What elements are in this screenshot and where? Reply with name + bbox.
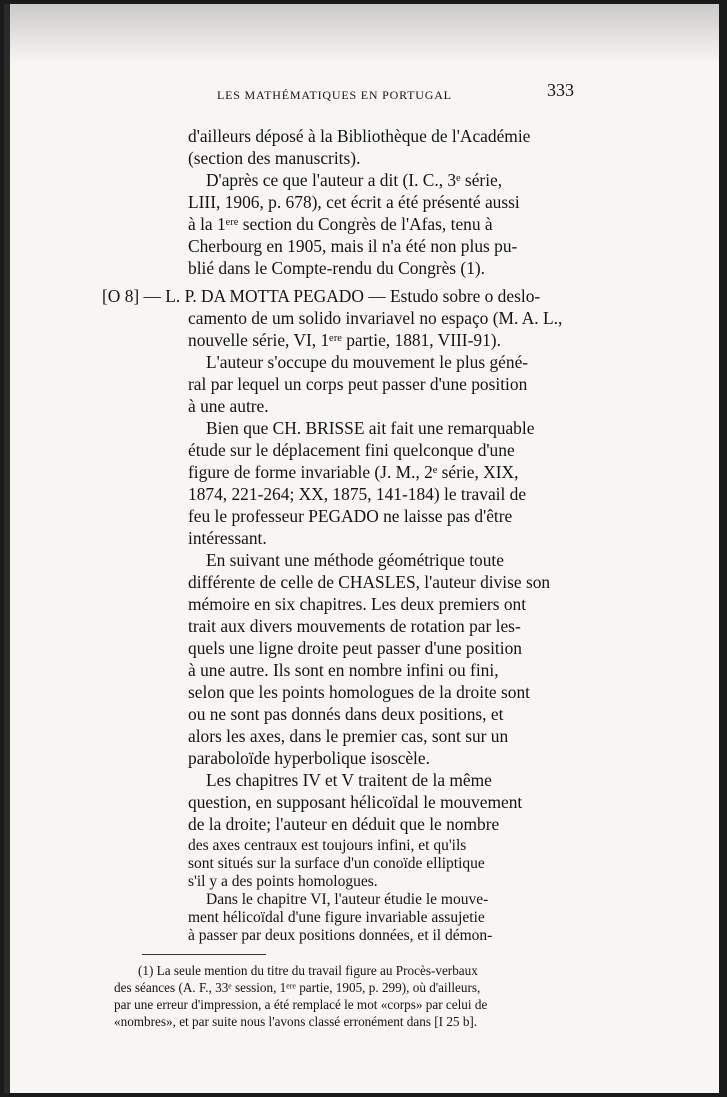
body-line: quels une ligne droite peut passer d'une position [188, 638, 522, 658]
scan-shadow [4, 4, 719, 64]
body-line: (section des manuscrits). [188, 148, 361, 168]
footnote-line: des séances (A. F., 33ᵉ session, 1ᵉʳᵉ partie, 1905, p. 299), où d'ailleurs, [114, 980, 481, 995]
body-line: à passer par deux positions données, et il démon- [188, 927, 493, 944]
body-line: intéressant. [188, 528, 267, 548]
body-line: d'ailleurs déposé à la Bibliothèque de l'Académie [188, 126, 531, 146]
body-line: Cherbourg en 1905, mais il n'a été non plus pu- [188, 236, 518, 256]
body-line: des axes centraux est toujours infini, et qu'ils [188, 837, 467, 854]
body-line: ment hélicoïdal d'une figure invariable assujetie [188, 909, 485, 926]
footnote-line: «nombres», et par suite nous l'avons classé erronément dans [I 25 b]. [114, 1014, 478, 1029]
body-line: camento de um solido invariavel no espaço (M. A. L., [188, 308, 563, 328]
body-line: selon que les points homologues de la droite sont [188, 682, 530, 702]
body-line: paraboloïde hyperbolique isoscèle. [188, 748, 430, 768]
page [4, 4, 719, 1093]
scan-edge [4, 4, 10, 1093]
body-line: ou ne sont pas donnés dans deux positions, et [188, 704, 504, 724]
body-line: Bien que CH. BRISSE ait fait une remarquable [206, 418, 535, 438]
body-line: étude sur le déplacement fini quelconque d'une [188, 440, 515, 460]
body-line: question, en supposant hélicoïdal le mouvement [188, 792, 523, 812]
body-line: blié dans le Compte-rendu du Congrès (1). [188, 258, 486, 278]
body-line: 1874, 221-264; XX, 1875, 141-184) le travail de [188, 484, 527, 504]
footnote-line: (1) La seule mention du titre du travail figure au Procès-verbaux [138, 963, 478, 978]
body-line: à une autre. [188, 396, 269, 416]
running-header: LES MATHÉMATIQUES EN PORTUGAL [217, 88, 452, 102]
body-line: D'après ce que l'auteur a dit (I. C., 3ᵉ série, [206, 170, 503, 190]
body-line: mémoire en six chapitres. Les deux premiers ont [188, 594, 527, 614]
body-line: feu le professeur PEGADO ne laisse pas d'être [188, 506, 513, 526]
body-line: Les chapitres IV et V traitent de la même [206, 770, 492, 790]
body-line: LIII, 1906, p. 678), cet écrit a été présenté aussi [188, 192, 520, 212]
body-line: En suivant une méthode géométrique toute [206, 550, 504, 570]
body-line: L'auteur s'occupe du mouvement le plus géné- [206, 352, 529, 372]
body-line: à une autre. Ils sont en nombre infini ou fini, [188, 660, 499, 680]
body-line: différente de celle de CHASLES, l'auteur divise son [188, 572, 551, 592]
body-line: trait aux divers mouvements de rotation par les- [188, 616, 521, 636]
page-number: 333 [547, 80, 574, 100]
body-line: alors les axes, dans le premier cas, sont sur un [188, 726, 509, 746]
body-line: à la 1ᵉʳᵉ section du Congrès de l'Afas, tenu à [188, 214, 493, 234]
body-line: nouvelle série, VI, 1ᵉʳᵉ partie, 1881, VIII-91). [188, 330, 501, 350]
footnote-rule [142, 954, 266, 955]
footnote-line: par une erreur d'impression, a été remplacé le mot «corps» par celui de [114, 997, 488, 1012]
body-line: de la droite; l'auteur en déduit que le nombre [188, 814, 500, 834]
body-line: Dans le chapitre VI, l'auteur étudie le mouve- [206, 891, 489, 908]
body-line: ral par lequel un corps peut passer d'une position [188, 374, 528, 394]
body-line: sont situés sur la surface d'un conoïde elliptique [188, 855, 485, 872]
body-line: s'il y a des points homologues. [188, 873, 378, 890]
body-line: figure de forme invariable (J. M., 2ᵉ série, XIX, [188, 462, 519, 482]
entry-heading: [O 8] — L. P. DA MOTTA PEGADO — Estudo sobre o deslo- [102, 286, 541, 306]
